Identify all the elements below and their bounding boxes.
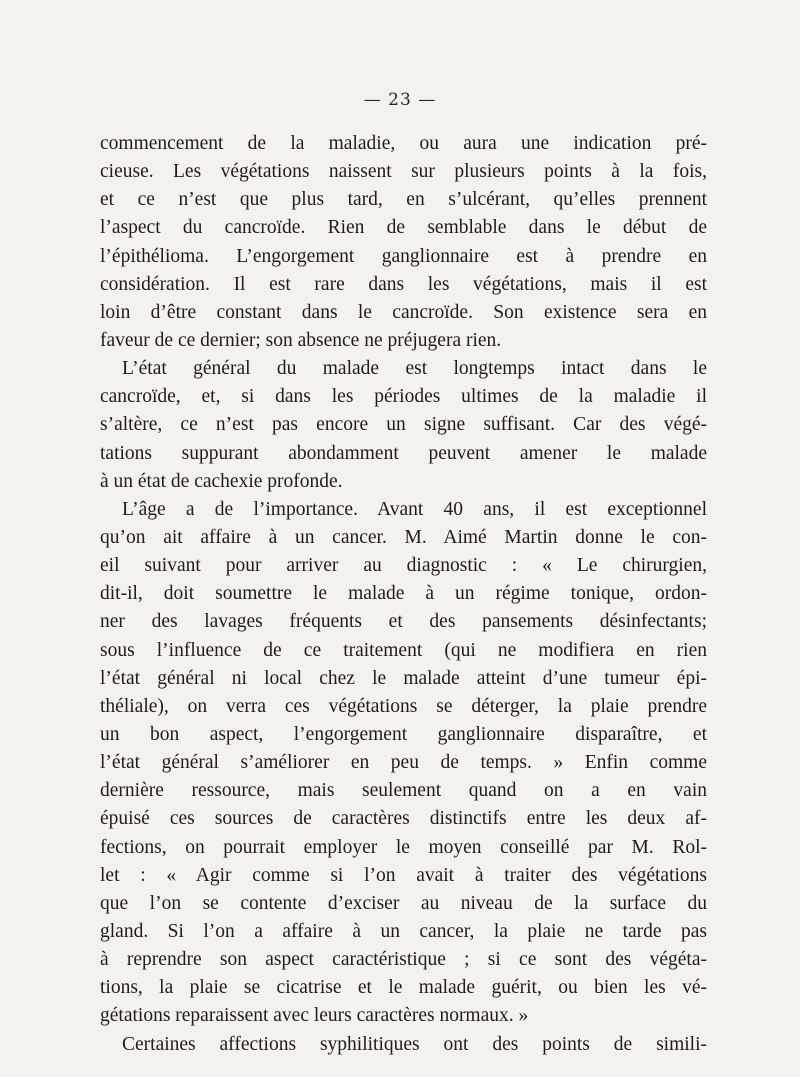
text-line: s’altère, ce n’est pas encore un signe suffisant. Car des végé- <box>100 414 707 436</box>
text-line: l’épithélioma. L’engorgement ganglionnaire est à prendre en <box>100 245 707 267</box>
text-line: ner des lavages fréquents et des pansements désinfectants; <box>100 611 707 633</box>
text-line: L’âge a de l’importance. Avant 40 ans, il est exceptionnel <box>122 498 707 520</box>
text-line: L’état général du malade est longtemps intact dans le <box>122 358 707 380</box>
text-line: eil suivant pour arriver au diagnostic : « Le chirurgien, <box>100 555 707 577</box>
text-line: qu’on ait affaire à un cancer. M. Aimé Martin donne le con- <box>100 526 707 548</box>
text-line: dernière ressource, mais seulement quand on a en vain <box>100 780 707 802</box>
text-line: à un état de cachexie profonde. <box>100 470 343 492</box>
text-line: gland. Si l’on a affaire à un cancer, la plaie ne tarde pas <box>100 920 707 942</box>
text-line: l’état général s’améliorer en peu de temps. » Enfin comme <box>100 752 707 774</box>
text-line: un bon aspect, l’engorgement ganglionnaire disparaître, et <box>100 723 707 745</box>
text-line: cieuse. Les végétations naissent sur plusieurs points à la fois, <box>100 161 707 183</box>
text-line: loin d’être constant dans le cancroïde. Son existence sera en <box>100 301 707 323</box>
text-line: tations suppurant abondamment peuvent amener le malade <box>100 442 707 464</box>
text-line: Certaines affections syphilitiques ont des points de simili- <box>122 1033 707 1055</box>
text-line: dit-il, doit soumettre le malade à un régime tonique, ordon- <box>100 583 707 605</box>
text-line: let : « Agir comme si l’on avait à traiter des végétations <box>100 864 707 886</box>
text-line: considération. Il est rare dans les végétations, mais il est <box>100 273 707 295</box>
text-line: tions, la plaie se cicatrise et le malade guérit, ou bien les vé- <box>100 977 707 999</box>
page-number: — 23 — <box>363 90 437 110</box>
text-line: théliale), on verra ces végétations se déterger, la plaie prendre <box>100 695 707 717</box>
text-line: et ce n’est que plus tard, en s’ulcérant, qu’elles prennent <box>100 189 707 211</box>
text-line: commencement de la maladie, ou aura une indication pré- <box>100 133 707 154</box>
text-line: que l’on se contente d’exciser au niveau de la surface du <box>100 892 707 914</box>
text-line: cancroïde, et, si dans les périodes ultimes de la maladie il <box>100 386 707 408</box>
text-line: à reprendre son aspect caractéristique ; si ce sont des végéta- <box>100 949 707 971</box>
text-line: fections, on pourrait employer le moyen conseillé par M. Rol- <box>100 836 707 858</box>
text-line: faveur de ce dernier; son absence ne préjugera rien. <box>100 329 502 351</box>
text-line: sous l’influence de ce traitement (qui ne modifiera en rien <box>100 639 707 661</box>
text-line: l’aspect du cancroïde. Rien de semblable dans le début de <box>100 217 707 239</box>
text-line: l’état général ni local chez le malade atteint d’une tumeur épi- <box>100 667 707 689</box>
text-line: épuisé ces sources de caractères distinctifs entre les deux af- <box>100 808 707 830</box>
body-text <box>100 130 707 1059</box>
text-line: gétations reparaissent avec leurs caractères normaux. » <box>100 1005 529 1027</box>
